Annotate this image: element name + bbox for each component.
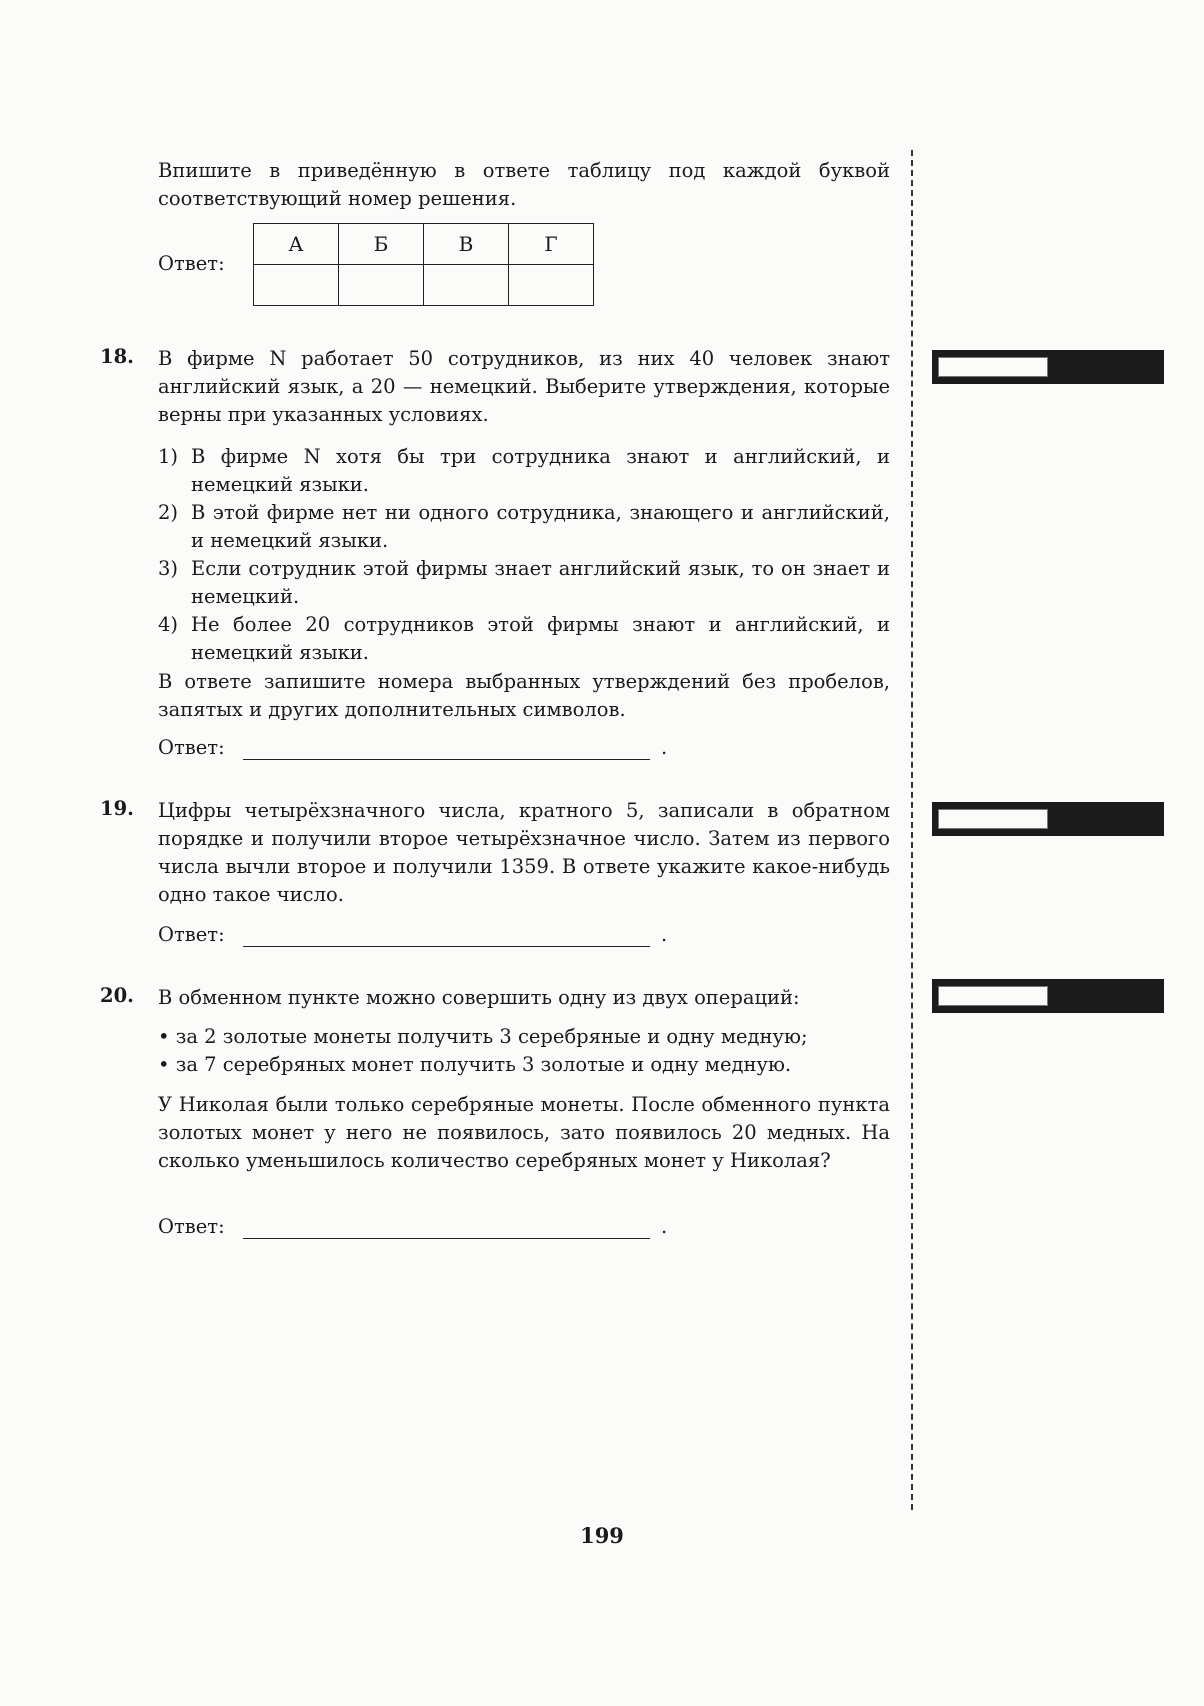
- answer-table-header-a: А: [254, 224, 339, 265]
- question-18-instruction: В ответе запишите номера выбранных утверждений без пробелов, запятых и других дополнительных символов.: [158, 670, 890, 721]
- answer-table-header-g: Г: [509, 224, 594, 265]
- question-20-answer-end: .: [661, 1215, 668, 1238]
- question-20-bullet-2: • за 7 серебряных монет получить 3 золотые и одну медную.: [158, 1053, 792, 1076]
- question-19-answer-label: Ответ:: [158, 923, 225, 946]
- question-19-text: Цифры четырёхзначного числа, кратного 5, записали в обратном порядке и получили второе четырёхзначное число. Затем из первого числа вычли второе и получили 1359. В ответе укажите какое-нибудь одно такое число.: [158, 799, 890, 906]
- answer-marker-19: [932, 802, 1164, 836]
- question-20-followup: У Николая были только серебряные монеты. После обменного пункта золотых монет у него не появилось, зато появилось 20 медных. На сколько уменьшилось количество серебряных монет у Николая?: [158, 1093, 890, 1172]
- answer-table: [253, 223, 594, 306]
- answer-cell-b[interactable]: [339, 265, 424, 306]
- question-18-text: В фирме N работает 50 сотрудников, из них 40 человек знают английский язык, а 20 — немецкий. Выберите утверждения, которые верны при указанных условиях.: [158, 347, 890, 426]
- option-text: В этой фирме нет ни одного сотрудника, знающего и английский, и немецкий языки.: [191, 501, 890, 552]
- question-18-answer-end: .: [661, 736, 668, 759]
- answer-cell-a[interactable]: [254, 265, 339, 306]
- question-18-option-1: [158, 443, 890, 499]
- answer-table-header-row: [254, 224, 594, 265]
- option-number: 4): [158, 613, 179, 636]
- question-19-number: 19.: [100, 797, 134, 820]
- question-18-answer-field[interactable]: [243, 759, 650, 760]
- question-20-number: 20.: [100, 984, 134, 1007]
- answer-cell-g[interactable]: [509, 265, 594, 306]
- question-18-answer-label: Ответ:: [158, 736, 225, 759]
- answer-marker-18: [932, 350, 1164, 384]
- answer-table-input-row: [254, 265, 594, 306]
- question-20-bullet-1: • за 2 золотые монеты получить 3 серебряные и одну медную;: [158, 1025, 808, 1048]
- option-number: 1): [158, 445, 179, 468]
- marker-window: [938, 809, 1048, 829]
- option-number: 2): [158, 501, 179, 524]
- option-text: В фирме N хотя бы три сотрудника знают и английский, и немецкий языки.: [191, 445, 890, 496]
- question-19-answer-field[interactable]: [243, 946, 650, 947]
- answer-table-header-v: В: [424, 224, 509, 265]
- question-20-answer-label: Ответ:: [158, 1215, 225, 1238]
- page-number: 199: [580, 1523, 624, 1548]
- answer-marker-20: [932, 979, 1164, 1013]
- question-20-text: В обменном пункте можно совершить одну из двух операций:: [158, 986, 800, 1009]
- cut-line: [911, 150, 913, 1510]
- question-18-option-4: [158, 611, 890, 667]
- marker-window: [938, 357, 1048, 377]
- question-19-answer-end: .: [661, 923, 668, 946]
- question-18-option-3: [158, 555, 890, 611]
- answer-table-label: Ответ:: [158, 252, 225, 275]
- question-18-number: 18.: [100, 345, 134, 368]
- option-text: Не более 20 сотрудников этой фирмы знают и английский, и немецкий языки.: [191, 613, 890, 664]
- option-text: Если сотрудник этой фирмы знает английский язык, то он знает и немецкий.: [191, 557, 890, 608]
- answer-table-header-b: Б: [339, 224, 424, 265]
- question-18-option-2: [158, 499, 890, 555]
- intro-text: Впишите в приведённую в ответе таблицу под каждой буквой соответствующий номер решения.: [158, 159, 890, 210]
- marker-window: [938, 986, 1048, 1006]
- question-20-answer-field[interactable]: [243, 1238, 650, 1239]
- answer-cell-v[interactable]: [424, 265, 509, 306]
- option-number: 3): [158, 557, 179, 580]
